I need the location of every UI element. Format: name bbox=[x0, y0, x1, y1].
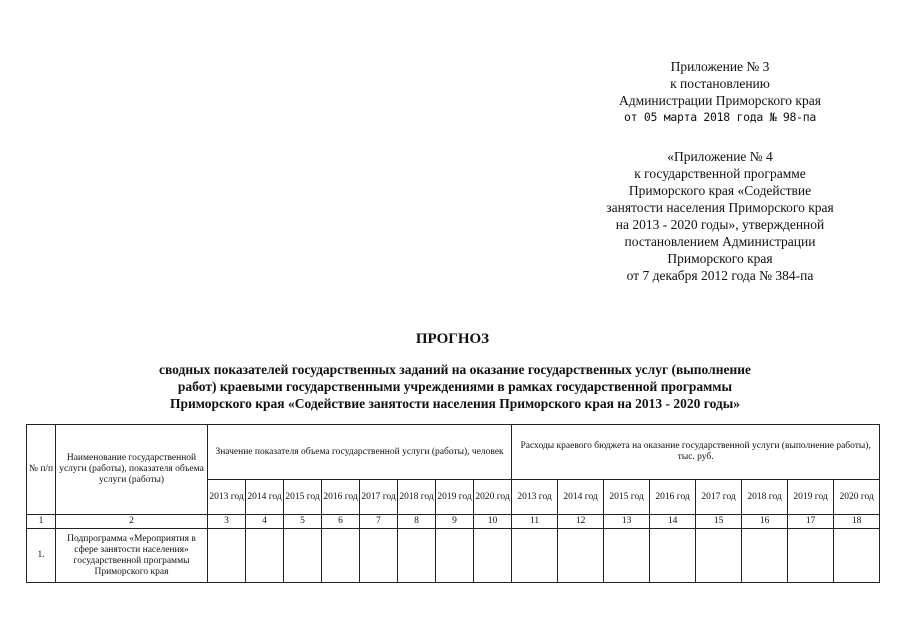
row-name: Подпрограмма «Мероприятия в сфере занятости населения» государственной программы Приморского края bbox=[56, 529, 208, 583]
row-number: 1. bbox=[27, 529, 56, 583]
column-number: 15 bbox=[696, 515, 742, 529]
column-number: 13 bbox=[604, 515, 650, 529]
expense-year-header: 2019 год bbox=[788, 480, 834, 515]
column-number: 8 bbox=[398, 515, 436, 529]
table-cell bbox=[788, 529, 834, 583]
appendix-3-date-line: от 05 марта 2018 года № 98-па bbox=[623, 110, 817, 124]
table-row bbox=[27, 529, 880, 583]
expense-year-header: 2020 год bbox=[834, 480, 880, 515]
appendix-4-line: к государственной программе bbox=[634, 166, 806, 181]
expense-year-header: 2017 год bbox=[696, 480, 742, 515]
expense-year-header: 2018 год bbox=[742, 480, 788, 515]
volume-year-header: 2018 год bbox=[398, 480, 436, 515]
table-cell bbox=[436, 529, 474, 583]
volume-year-header: 2013 год bbox=[208, 480, 246, 515]
appendix-4-line: от 7 декабря 2012 года № 384-па bbox=[626, 268, 814, 283]
column-number: 7 bbox=[360, 515, 398, 529]
volume-year-header: 2020 год bbox=[474, 480, 512, 515]
appendix-4-line: Приморского края «Содействие bbox=[628, 183, 812, 198]
column-number: 18 bbox=[834, 515, 880, 529]
appendix-3-line: Приложение № 3 bbox=[670, 59, 770, 74]
expense-year-header: 2016 год bbox=[650, 480, 696, 515]
table-cell bbox=[512, 529, 558, 583]
volume-year-header: 2014 год bbox=[246, 480, 284, 515]
column-number: 3 bbox=[208, 515, 246, 529]
header-row bbox=[27, 425, 880, 480]
volume-year-header: 2016 год bbox=[322, 480, 360, 515]
column-number: 11 bbox=[512, 515, 558, 529]
expense-year-header: 2014 год bbox=[558, 480, 604, 515]
column-number: 1 bbox=[27, 515, 56, 529]
table-cell bbox=[246, 529, 284, 583]
table-cell bbox=[360, 529, 398, 583]
table-cell bbox=[650, 529, 696, 583]
subtitle-line: Приморского края «Содействие занятости населения Приморского края на 2013 - 2020 годы» bbox=[169, 396, 741, 411]
table-cell bbox=[558, 529, 604, 583]
subtitle-line: сводных показателей государственных заданий на оказание государственных услуг (выполнение bbox=[158, 362, 752, 377]
expense-year-header: 2015 год bbox=[604, 480, 650, 515]
column-number: 5 bbox=[284, 515, 322, 529]
header-expense-group: Расходы краевого бюджета на оказание государственной услуги (выполнение работы), тыс. руб. bbox=[512, 425, 880, 480]
column-number: 4 bbox=[246, 515, 284, 529]
column-number: 14 bbox=[650, 515, 696, 529]
appendix-3-header bbox=[600, 58, 840, 126]
document-subtitle bbox=[95, 361, 815, 412]
document-title: ПРОГНОЗ bbox=[415, 331, 490, 347]
table-cell bbox=[604, 529, 650, 583]
volume-year-header: 2019 год bbox=[436, 480, 474, 515]
appendix-4-line: занятости населения Приморского края bbox=[606, 200, 834, 215]
appendix-4-header bbox=[585, 148, 855, 284]
column-number: 17 bbox=[788, 515, 834, 529]
column-number: 9 bbox=[436, 515, 474, 529]
table-cell bbox=[398, 529, 436, 583]
column-number-row bbox=[27, 515, 880, 529]
column-number: 6 bbox=[322, 515, 360, 529]
table-cell bbox=[208, 529, 246, 583]
appendix-4-line: «Приложение № 4 bbox=[667, 149, 773, 164]
table-cell bbox=[474, 529, 512, 583]
column-number: 10 bbox=[474, 515, 512, 529]
table-cell bbox=[696, 529, 742, 583]
header-num: № п/п bbox=[27, 425, 56, 515]
header-name: Наименование государственной услуги (работы), показателя объема услуги (работы) bbox=[56, 425, 208, 515]
subtitle-line: работ) краевыми государственными учреждениями в рамках государственной программы bbox=[177, 379, 733, 394]
appendix-3-line: к постановлению bbox=[670, 76, 770, 91]
table-cell bbox=[322, 529, 360, 583]
column-number: 12 bbox=[558, 515, 604, 529]
appendix-4-line: Приморского края bbox=[667, 251, 773, 266]
appendix-4-line: на 2013 - 2020 годы», утвержденной bbox=[615, 217, 825, 232]
table-cell bbox=[742, 529, 788, 583]
volume-year-header: 2017 год bbox=[360, 480, 398, 515]
column-number: 16 bbox=[742, 515, 788, 529]
volume-year-header: 2015 год bbox=[284, 480, 322, 515]
appendix-3-line: Администрации Приморского края bbox=[619, 93, 821, 108]
expense-year-header: 2013 год bbox=[512, 480, 558, 515]
appendix-4-line: постановлением Администрации bbox=[624, 234, 816, 249]
forecast-table bbox=[26, 424, 880, 583]
table-cell bbox=[284, 529, 322, 583]
table-cell bbox=[834, 529, 880, 583]
header-volume-group: Значение показателя объема государственной услуги (работы), человек bbox=[208, 425, 512, 480]
column-number: 2 bbox=[56, 515, 208, 529]
